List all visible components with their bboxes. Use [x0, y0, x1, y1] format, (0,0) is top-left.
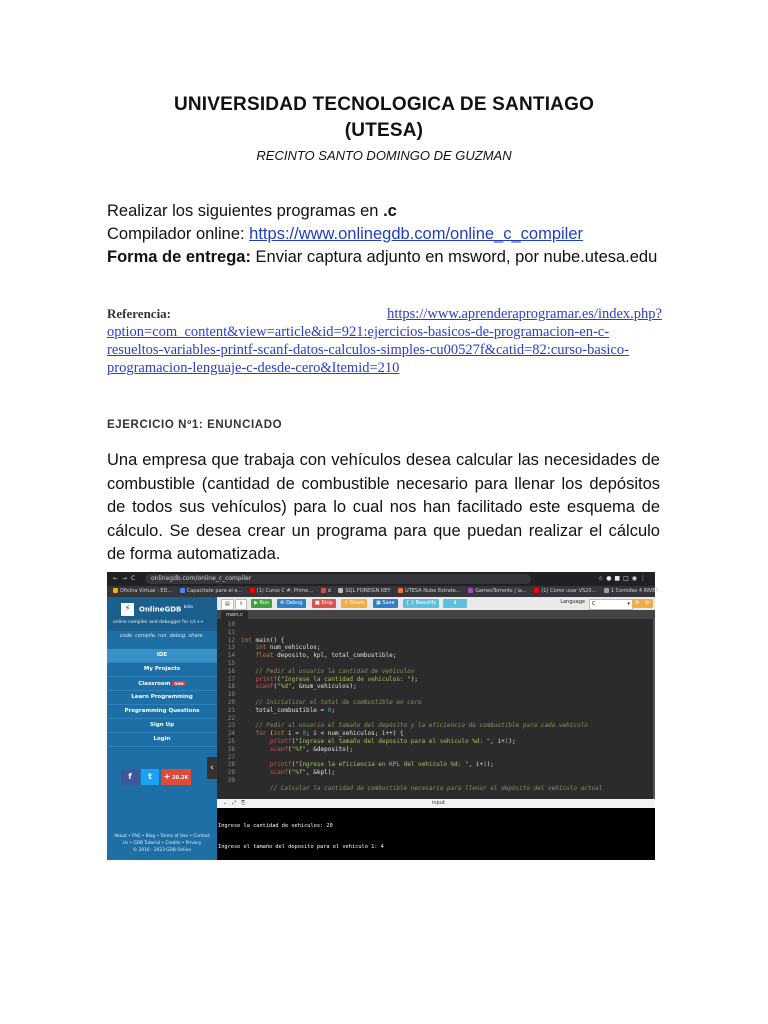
download-button[interactable]: ⬇: [443, 599, 467, 608]
footer-links-2[interactable]: Us • GDB Tutorial • Credits • Privacy: [122, 841, 202, 846]
line-numbers: 10 11 12 13 14 15 16 17 18 19 20 21 22 23 24 25 26 27 28 29 30: [227, 621, 235, 784]
instruction-line: [107, 202, 397, 221]
sidebar-item-login[interactable]: Login: [107, 733, 217, 747]
console-line: Ingrese el tamaño del deposito para el vehiculo 3: 4: [218, 932, 384, 939]
chevron-down-icon: ▾: [627, 601, 630, 607]
reference-label: Referencia:: [107, 306, 172, 321]
university-title: UNIVERSIDAD TECNOLOGICA DE SANTIAGO: [173, 94, 595, 115]
editor-tabs: [217, 610, 655, 619]
compiler-link[interactable]: https://www.onlinegdb.com/online_c_compiler: [249, 225, 584, 243]
sidebar-item-learn-programming[interactable]: Learn Programming: [107, 691, 217, 705]
bookmark-item: (1) Curso C #, Prime...: [250, 588, 313, 594]
input-label: input: [432, 800, 445, 806]
run-button[interactable]: ▶ Run: [251, 599, 272, 608]
sidebar-item-programming-questions[interactable]: Programming Questions: [107, 705, 217, 719]
file-extension: .c: [383, 202, 397, 220]
sidebar-item-sign-up[interactable]: Sign Up: [107, 719, 217, 733]
debug-button[interactable]: ⚙ Debug: [277, 599, 306, 608]
delivery-text: Enviar captura adjunto en msword, por nube.utesa.edu: [250, 248, 658, 266]
sidebar-menu: [107, 649, 217, 747]
ide-sidebar: [107, 597, 217, 860]
reference-link-line4[interactable]: programacion-lenguaje-c-desde-cero&Itemid=210: [107, 360, 400, 376]
code-editor[interactable]: [217, 619, 653, 799]
bookmark-item: Capacitate para el e...: [180, 588, 242, 594]
sidebar-item-ide[interactable]: IDE: [107, 649, 217, 663]
sidebar-item-classroom[interactable]: Classroom new: [107, 677, 217, 691]
bookmark-item: 1 Comidas 4 INVER...: [604, 588, 664, 594]
sidebar-item-my-projects[interactable]: My Projects: [107, 663, 217, 677]
language-label: Language: [560, 599, 585, 605]
browser-address-bar: onlinegdb.com/online_c_compiler: [145, 574, 531, 584]
exercise-statement: Una empresa que trabaja con vehículos desea calcular las necesidades de combustible (cantidad de combustible necesario para llenar los depósitos de todos sus vehículos) para lo cual nos han facilitado este esquema de cálculo. Se desea crear un programa para que puedan realizar el cálculo de forma automatizada.: [107, 451, 660, 563]
ide-toolbar: [217, 597, 655, 610]
bookmark-item: (1) Como usar VS20...: [534, 588, 596, 594]
tab-main-c[interactable]: main.c: [221, 611, 248, 619]
bookmark-item: SQL FOREIGN KEY: [338, 588, 390, 594]
reference-block: [107, 305, 662, 377]
twitter-icon[interactable]: t: [141, 769, 159, 785]
reference-link-line2[interactable]: option=com_content&view=article&id=921:ejercicios-basicos-de-programacion-en-c-: [107, 324, 610, 340]
sidebar-footer: [107, 833, 217, 854]
delivery-label: Forma de entrega:: [107, 248, 251, 266]
new-badge: new: [174, 681, 184, 686]
console-line: Ingrese el tamaño del deposito para el vehiculo 2: 45: [218, 888, 388, 895]
delivery-line: [107, 248, 657, 267]
lightning-icon: ⚡: [121, 603, 134, 616]
campus-name: RECINTO SANTO DOMINGO DE GUZMAN: [256, 148, 512, 163]
brand-tagline: online compiler and debugger for c/c++: [113, 620, 204, 625]
social-buttons: [121, 769, 193, 788]
brand-name: OnlineGDB $^{beta}$: [139, 604, 193, 614]
exercise-heading: EJERCICIO Nº1: ENUNCIADO: [107, 419, 283, 431]
console-line: Ingrese la eficiencia en KPL del vehiculo 1: 4: [218, 866, 365, 873]
compiler-line: [107, 225, 583, 244]
settings-icon[interactable]: ⚙: [632, 599, 643, 608]
reference-link-line3[interactable]: resueltos-variables-printf-scanf-datos-calculos-simples-cu00527f&catid=82:curso-basico-: [107, 342, 629, 358]
output-console[interactable]: [217, 808, 655, 939]
browser-chrome: [107, 572, 655, 586]
share-plus-button[interactable]: + 20.2K: [161, 769, 191, 785]
gear-icon[interactable]: ⚙: [642, 599, 653, 608]
bookmark-item: GamesTorrents | la...: [468, 588, 527, 594]
io-icons[interactable]: ⌄⤢⎘: [223, 800, 251, 806]
bookmark-item: UTESA Nube Estrate...: [398, 588, 461, 594]
console-line: Ingrese la eficiencia en KPL del vehiculo 2: 5: [218, 910, 365, 917]
upload-icon[interactable]: ⇪: [235, 599, 247, 610]
source-code: int main() { int num_vehiculos; float deposito, kpl, total_combustible; // Pedir al usuario la cantidad de vehículos printf("Ingrese la cantidad de vehiculos: "); scanf("%d", &num_vehiculos); // Inicializar el total de combustible en cero total_combustible = 0; // Pedir al usuario el tamaño del depósito y la eficiencia de combustible para cada vehículo for (int i = 0; i < num_vehiculos; i++) { printf("Ingrese el tamaño del deposito para el vehiculo %d: ", i+1); scanf("%f", &deposito); printf("Ingrese la eficiencia en KPL del vehiculo %d: ", i+1); scanf("%f", &kpl); // Calcular la cantidad de combustible necesaria para llenar el depósito del vehículo actual: [241, 636, 603, 792]
language-select[interactable]: C ▾: [589, 599, 633, 610]
footer-copyright: © 2016 - 2023 GDB Online: [133, 848, 191, 853]
footer-links-1[interactable]: About • FAQ • Blog • Terms of Use • Contact: [114, 834, 210, 839]
editor-scrollbar[interactable]: [653, 619, 655, 799]
facebook-icon[interactable]: f: [121, 769, 139, 785]
beautify-button[interactable]: { } Beautify: [403, 599, 439, 608]
save-button[interactable]: ▣ Save: [373, 599, 398, 608]
university-acronym: (UTESA): [344, 120, 424, 141]
bookmark-item: Oficina Virtual - ED...: [113, 588, 172, 594]
sidebar-subtitle: code. compile. run. debug. share.: [119, 633, 205, 639]
bookmark-item: d: [321, 588, 331, 594]
brand-header: [107, 597, 217, 631]
browser-extension-icons: ☆●■□◉⋮: [597, 575, 649, 582]
reference-link-line1[interactable]: https://www.aprenderaprogramar.es/index.php?: [387, 306, 662, 322]
stop-button[interactable]: ■ Stop: [312, 599, 336, 608]
ide-screenshot: [107, 572, 664, 939]
instruction-text: Realizar los siguientes programas en: [107, 202, 384, 220]
console-line: Ingrese la cantidad de vehiculos: 20: [218, 822, 333, 829]
compiler-label: Compilador online:: [107, 225, 250, 243]
console-line: Ingrese el tamaño del deposito para el vehiculo 1: 4: [218, 844, 384, 851]
file-icon[interactable]: ▤: [221, 599, 234, 610]
share-button[interactable]: ⇧ Share: [341, 599, 367, 608]
bookmarks-bar: [107, 586, 664, 597]
collapse-sidebar-icon[interactable]: ‹: [207, 757, 217, 779]
browser-nav-icons: ←→C: [113, 575, 140, 582]
io-toolbar: [217, 799, 655, 808]
